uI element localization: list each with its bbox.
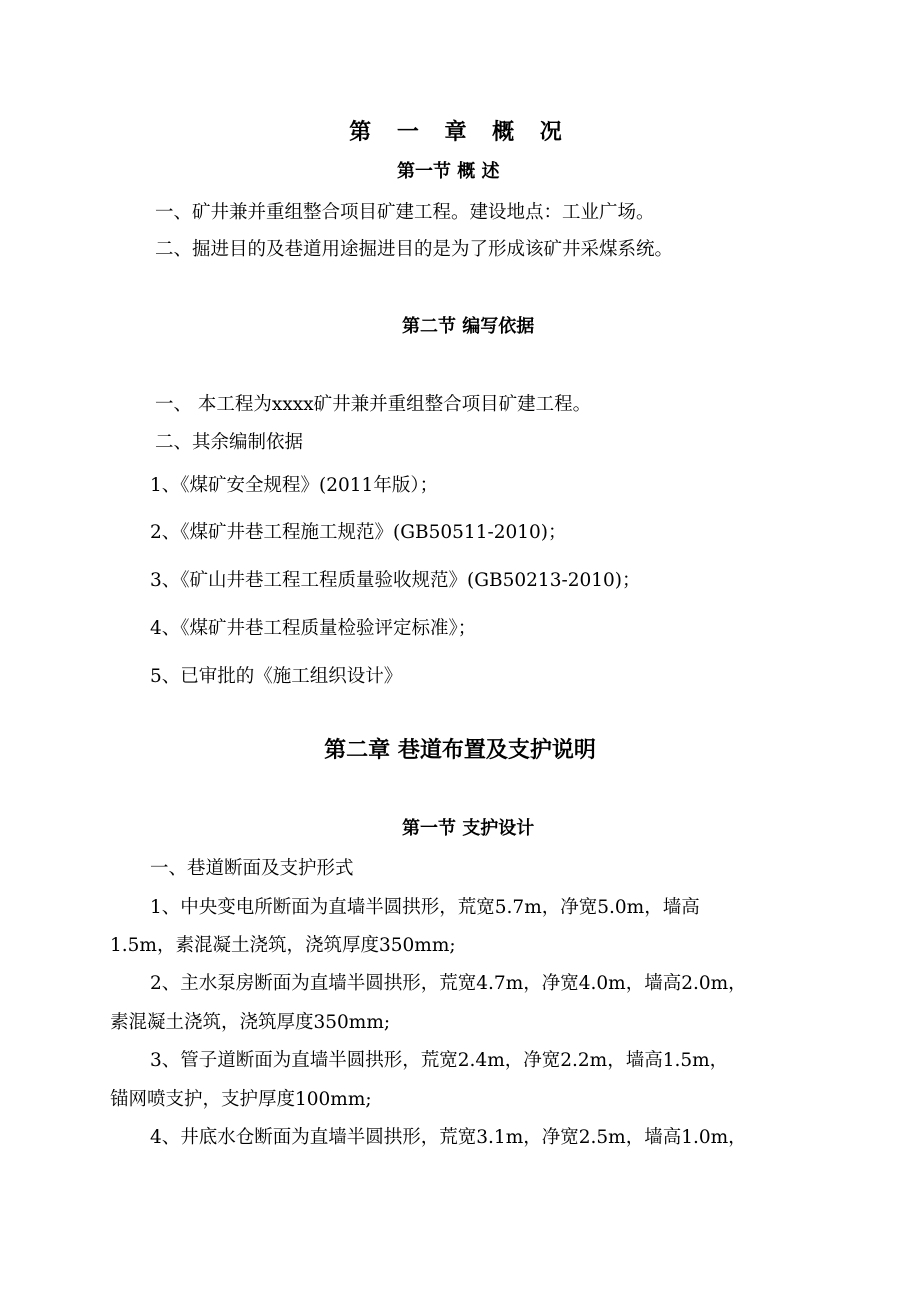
paragraph: 一、巷道断面及支护形式 <box>150 858 354 879</box>
section-2-1-title: 第一节 支护设计 <box>402 818 535 839</box>
paragraph: 锚网喷支护，支护厚度100mm; <box>110 1089 372 1110</box>
paragraph: 3、管子道断面为直墙半圆拱形，荒宽2.4m，净宽2.2m，墙高1.5m， <box>150 1050 729 1071</box>
paragraph: 一、矿井兼并重组整合项目矿建工程。建设地点：工业广场。 <box>155 202 655 223</box>
section-1-1-title: 第一节 概 述 <box>397 161 500 182</box>
chapter-1-title: 第 一 章 概 况 <box>349 120 571 145</box>
basis-list-item: 5、已审批的《施工组织设计》 <box>150 666 403 687</box>
chapter-2-title: 第二章 巷道布置及支护说明 <box>324 738 596 763</box>
paragraph: 4、井底水仓断面为直墙半圆拱形，荒宽3.1m，净宽2.5m，墙高1.0m， <box>150 1127 747 1148</box>
paragraph: 一、 本工程为xxxx矿井兼并重组整合项目矿建工程。 <box>155 394 592 415</box>
section-1-2-title: 第二节 编写依据 <box>402 316 535 337</box>
paragraph: 二、掘进目的及巷道用途掘进目的是为了形成该矿井采煤系统。 <box>155 239 674 260</box>
paragraph: 1、中央变电所断面为直墙半圆拱形，荒宽5.7m，净宽5.0m，墙高 <box>150 897 700 918</box>
paragraph: 二、其余编制依据 <box>155 432 304 453</box>
basis-list-item: 2、《煤矿井巷工程施工规范》(GB50511-2010)； <box>150 522 567 543</box>
basis-list-item: 1、《煤矿安全规程》(2011年版）； <box>150 475 439 496</box>
paragraph: 素混凝土浇筑，浇筑厚度350mm; <box>110 1012 391 1033</box>
basis-list-item: 4、《煤矿井巷工程质量检验评定标准》； <box>150 618 477 639</box>
basis-list-item: 3、《矿山井巷工程工程质量验收规范》(GB50213-2010)； <box>150 570 641 591</box>
paragraph: 1.5m，素混凝土浇筑，浇筑厚度350mm; <box>110 935 456 956</box>
paragraph: 2、主水泵房断面为直墙半圆拱形，荒宽4.7m，净宽4.0m，墙高2.0m， <box>150 973 747 994</box>
